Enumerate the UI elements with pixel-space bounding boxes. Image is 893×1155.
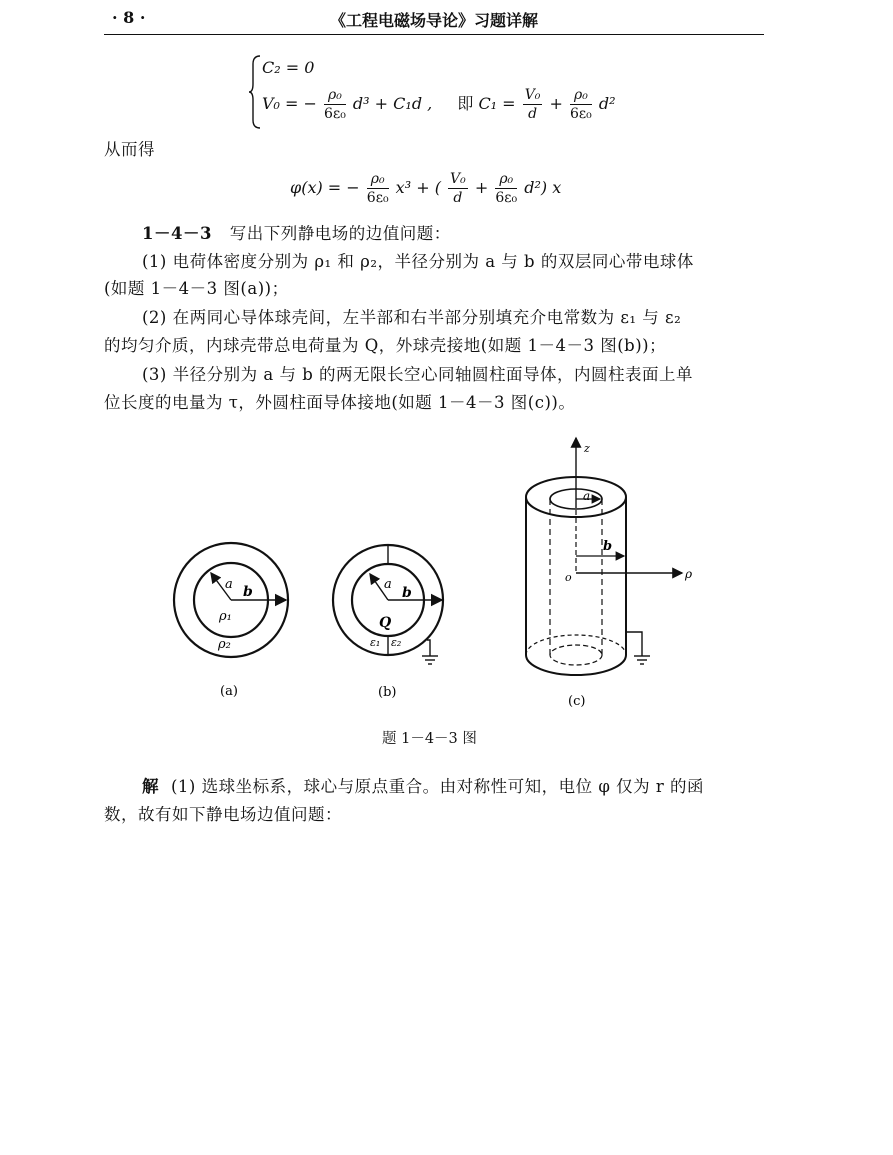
- equation-c2: C₂ = 0: [262, 58, 315, 77]
- v0-frac-num: ρ₀: [324, 86, 346, 105]
- label-rho-axis: ρ: [685, 567, 693, 581]
- phi-frac2-den: d: [453, 190, 463, 206]
- solution-label: 解: [142, 777, 159, 796]
- phi-frac2-num: V₀: [450, 171, 466, 187]
- page-number: · 8 ·: [112, 8, 146, 27]
- c1-frac1-num: V₀: [524, 87, 541, 103]
- ground-b-wire: [427, 640, 430, 656]
- phi-frac3-num: ρ₀: [495, 170, 517, 189]
- figure-c: [526, 438, 692, 709]
- phi-lhs: φ(x) = −: [290, 178, 360, 197]
- figure-a: [174, 543, 288, 699]
- label-a-outer: b: [243, 584, 253, 600]
- inner-cylinder-bottom: [550, 645, 602, 665]
- phi-mid: x³ + (: [395, 178, 441, 197]
- v0-rest: d³ + C₁d ,: [352, 94, 433, 113]
- phi-frac1-den: 6ε₀: [366, 190, 389, 206]
- item1-line2: (如题 1－4－3 图(a))；: [104, 279, 289, 298]
- phi-frac1-num: ρ₀: [367, 170, 389, 189]
- outer-cylinder-bottom: [526, 655, 626, 675]
- label-rho2: ρ₂: [218, 637, 231, 652]
- ji-word: 即: [457, 94, 474, 113]
- label-rho1: ρ₁: [219, 609, 232, 624]
- label-c-outer: b: [603, 539, 613, 554]
- label-eps2: ε₂: [391, 636, 402, 649]
- v0-frac-den: 6ε₀: [324, 106, 346, 122]
- c1-rest: d²: [598, 94, 616, 113]
- label-fig-c: (c): [568, 694, 586, 709]
- ground-c-wire: [626, 632, 642, 656]
- label-c-inner: a: [583, 489, 591, 503]
- item2-line1: (2) 在两同心导体球壳间，左半部和右半部分别填充介电常数为 ε₁ 与 ε₂: [142, 308, 682, 327]
- label-charge-q: Q: [379, 615, 392, 631]
- label-b-outer: b: [402, 585, 412, 601]
- v0-lhs: V₀ = −: [262, 94, 317, 113]
- solution-line1: [104, 774, 769, 799]
- book-title: 《工程电磁场导论》习题详解: [330, 11, 539, 30]
- label-b-inner: a: [384, 577, 392, 592]
- label-origin: o: [565, 571, 572, 584]
- phi-plus: +: [474, 178, 489, 197]
- c1-lhs: C₁ =: [478, 94, 516, 113]
- label-eps1: ε₁: [370, 636, 381, 649]
- problem-number: 1－4－3: [142, 224, 212, 243]
- item2-line2: 的均匀介质，内球壳带总电荷量为 Q，外球壳接地(如题 1－4－3 图(b))；: [104, 336, 667, 355]
- item1-line1: (1) 电荷体密度分别为 ρ₁ 和 ρ₂，半径分别为 a 与 b 的双层同心带电球体: [142, 252, 694, 271]
- label-fig-b: (b): [378, 685, 397, 700]
- item3-line2: 位长度的电量为 τ，外圆柱面导体接地(如题 1－4－3 图(c))。: [104, 393, 576, 412]
- solution-text-1: (1) 选球坐标系，球心与原点重合。由对称性可知，电位 φ 仅为 r 的函: [171, 777, 705, 796]
- figure-caption: 题 1－4－3 图: [382, 731, 477, 747]
- label-a-inner: a: [225, 577, 233, 592]
- figure-b: [333, 545, 443, 700]
- item3-line1: (3) 半径分别为 a 与 b 的两无限长空心同轴圆柱面导体，内圆柱表面上单: [142, 365, 693, 384]
- label-z: z: [584, 442, 590, 455]
- c1-frac2-den: 6ε₀: [570, 106, 592, 122]
- c1-plus: +: [549, 94, 563, 113]
- c1-frac1-den: d: [528, 106, 538, 122]
- phi-frac3-den: 6ε₀: [495, 190, 518, 206]
- congerde-text: 从而得: [104, 140, 155, 159]
- phi-rest: d²) x: [524, 178, 562, 197]
- solution-line2: 数，故有如下静电场边值问题：: [104, 805, 342, 824]
- c1-frac2-num: ρ₀: [570, 86, 592, 105]
- label-fig-a: (a): [220, 684, 238, 699]
- problem-title: 写出下列静电场的边值问题：: [229, 224, 451, 243]
